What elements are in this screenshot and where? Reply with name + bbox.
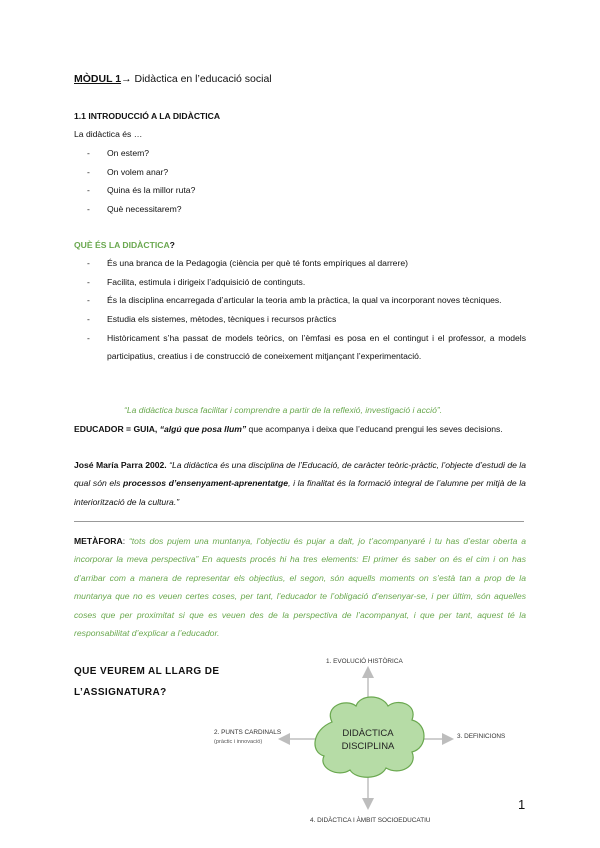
node-sublabel-cardinal-points: (pràctic i innovació) [214, 739, 263, 745]
node-label-definitions: 3. DEFINICIONS [457, 733, 506, 740]
list-item: - Quina és la millor ruta? [84, 181, 195, 200]
list-item: - On estem? [84, 144, 195, 163]
cloud-title-line1: DIDÀCTICA [342, 728, 394, 739]
what-is-heading-mark: ? [169, 240, 175, 250]
intro-heading: 1.1 INTRODUCCIÓ A LA DIDÀCTICA [74, 111, 221, 121]
module-subtitle: → Didàctica en l’educació social [121, 73, 272, 85]
section-divider [74, 521, 524, 522]
parra-citation [74, 456, 526, 511]
list-item: - És una branca de la Pedagogia (ciència per què té fonts empíriques al darrere) [84, 254, 526, 272]
node-label-cardinal-points: 2. PUNTS CARDINALS [214, 729, 282, 736]
what-is-heading-text: QUÈ ÉS LA DIDÀCTICA [74, 240, 170, 250]
citation-text-bold: processos d’ensenyament-aprenentatge [123, 478, 289, 489]
educator-prefix: EDUCADOR = GUIA, [74, 424, 160, 434]
module-title [74, 73, 272, 85]
citation-text-b: , i la finalitat és la formació integral de l’alumne per mitjà de la interiorització de la cultura.” [74, 478, 526, 507]
course-heading-line1: QUE VEUREM AL LLARG DE [74, 666, 220, 677]
citation-text-a: “La didàctica és una disciplina de l’Educació, de caràcter teòric-pràctic, l’objecte d’estudi de la qual són els [74, 460, 526, 489]
cloud-title-line2: DISCIPLINA [341, 741, 395, 752]
list-item: - Què necessitarem? [84, 200, 195, 219]
list-item: - Històricament s’ha passat de models teòrics, on l’èmfasi es posa en el contingut i el professor, a models participatius, creatius i de construcció de coneixement mitjançant l’experimentació. [84, 329, 526, 365]
what-is-heading [74, 240, 175, 250]
node-label-socioeducational: 4. DIDÀCTICA I ÀMBIT SOCIOEDUCATIU [310, 817, 431, 824]
metaphor-label: METÀFORA [74, 536, 123, 546]
list-item: - Estudia els sistemes, mètodes, tècniques i recursos pràctics [84, 310, 526, 328]
metaphor-paragraph [74, 532, 526, 642]
node-label-history: 1. EVOLUCIÓ HISTÒRICA [326, 658, 403, 665]
citation-author: José María Parra 2002. [74, 460, 167, 470]
module-label: MÒDUL 1 [74, 73, 122, 85]
intro-lead: La didàctica és … [74, 129, 143, 139]
what-is-list [84, 254, 526, 366]
metaphor-colon: : [122, 536, 129, 546]
educator-emphasis: “algú que posa llum” [159, 424, 247, 434]
list-item: - On volem anar? [84, 163, 195, 182]
page-number: 1 [518, 797, 526, 812]
list-item: - És la disciplina encarregada d’articular la teoria amb la pràctica, la qual va incorporant noves tècniques. [84, 291, 526, 309]
intro-question-list [84, 144, 195, 218]
didactics-diagram [200, 650, 530, 830]
metaphor-text: “tots dos pujem una muntanya, l’objectiu és pujar a dalt, jo t’acompanyaré i tu has d’estar oberta a incorporar la meva perspectiva” En aquests procés hi ha tres elements: El primer és saber on és el cim i on has d’arribar com a manera de representar els objectius, el segon, són aquells moments on s’està tan a prop de la muntanya que no es veuen certes coses, per tant, l’educador te l’obligació d’ensenyar-se, i per últim, són aquelles coses que per proximitat si que es veuen des de la perspectiva de l’acompanyat, i que per tant, aquest té la responsabilitat d’explicar a l’educador. [74, 536, 526, 639]
course-heading-line2: L’ASSIGNATURA? [74, 687, 167, 698]
list-item: - Facilita, estimula i dirigeix l’adquisició de continguts. [84, 273, 526, 291]
educator-suffix: que acompanya i deixa que l’educand prengui les seves decisions. [246, 424, 503, 434]
didactics-quote: “La didàctica busca facilitar i comprendre a partir de la reflexió, investigació i acció”. [124, 405, 443, 415]
educator-definition [74, 424, 503, 434]
